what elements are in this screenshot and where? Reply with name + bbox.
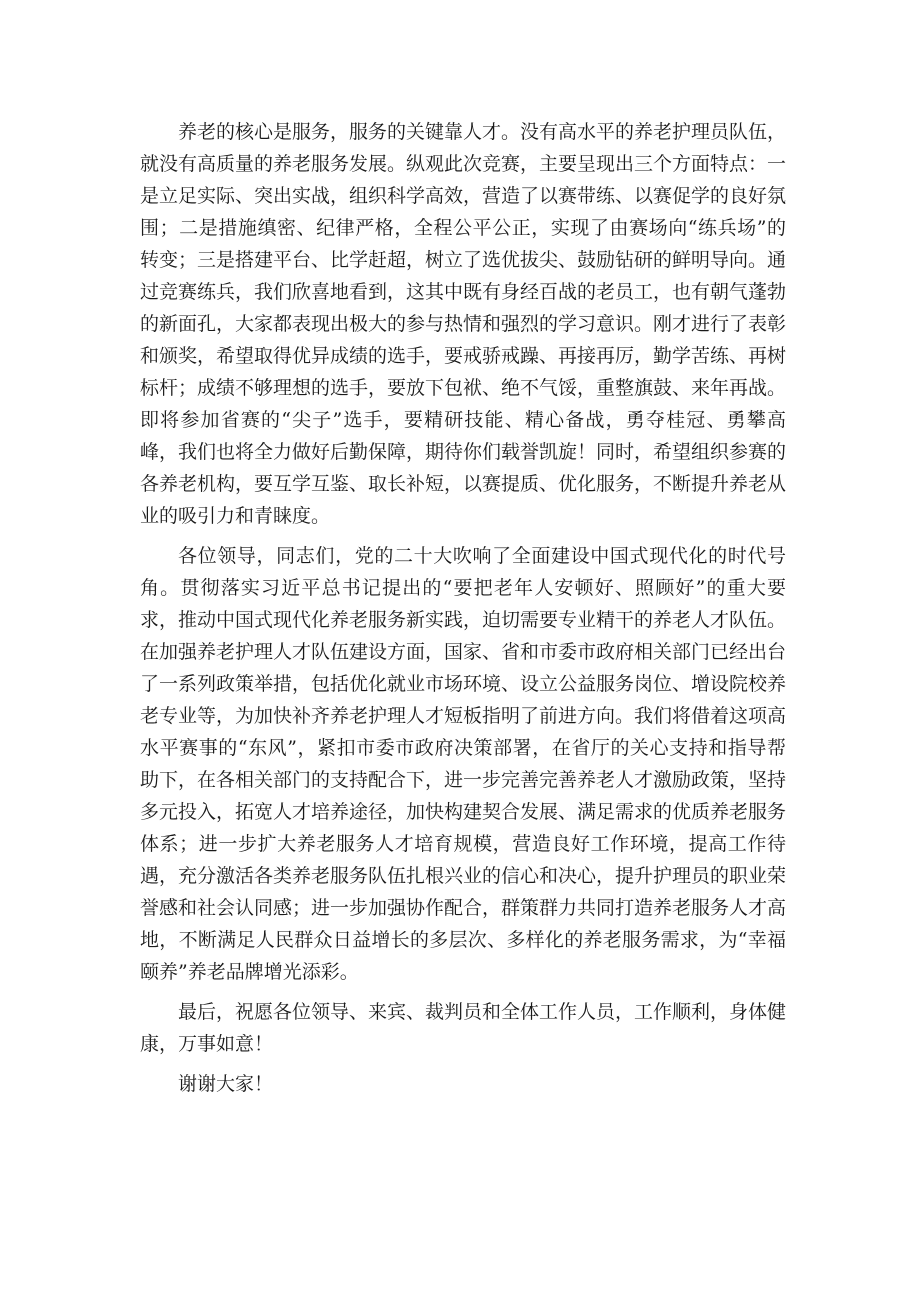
paragraph-closing-wishes: 最后，祝愿各位领导、来宾、裁判员和全体工作人员，工作顺利，身体健康，万事如意！ xyxy=(140,1001,787,1055)
document-body xyxy=(140,116,786,1108)
paragraph-talent-policy: 各位领导，同志们，党的二十大吹响了全面建设中国式现代化的时代号角。贯彻落实习近平总书记提出的“要把老年人安顿好、照顾好”的重大要求，推动中国式现代化养老服务新实践，迫切需要专业精干的养老人才队伍。在加强养老护理人才队伍建设方面，国家、省和市委市政府相关部门已经出台了一系列政策举措，包括优化就业市场环境、设立公益服务岗位、增设院校养老专业等，为加快补齐养老护理人才短板指明了前进方向。我们将借着这项高水平赛事的“东风”，紧扣市委市政府决策部署，在省厅的关心支持和指导帮助下，在各相关部门的支持配合下，进一步完善完善养老人才激励政策，坚持多元投入，拓宽人才培养途径，加快构建契合发展、满足需求的优质养老服务体系；进一步扩大养老服务人才培育规模，营造良好工作环境，提高工作待遇，充分激活各类养老服务队伍扎根兴业的信心和决心，提升护理员的职业荣誉感和社会认同感；进一步加强协作配合，群策群力共同打造养老服务人才高地，不断满足人民群众日益增长的多层次、多样化的养老服务需求，为“幸福颐养”养老品牌增光添彩。 xyxy=(140,545,787,983)
paragraph-thanks: 谢谢大家！ xyxy=(178,1073,274,1095)
paragraph-competition-summary: 养老的核心是服务，服务的关键靠人才。没有高水平的养老护理员队伍，就没有高质量的养老服务发展。纵观此次竞赛，主要呈现出三个方面特点：一是立足实际、突出实战，组织科学高效，营造了以赛带练、以赛促学的良好氛围；二是措施缜密、纪律严格，全程公平公正，实现了由赛场向“练兵场”的转变；三是搭建平台、比学赶超，树立了选优拔尖、鼓励钻研的鲜明导向。通过竞赛练兵，我们欣喜地看到，这其中既有身经百战的老员工，也有朝气蓬勃的新面孔，大家都表现出极大的参与热情和强烈的学习意识。刚才进行了表彰和颁奖，希望取得优异成绩的选手，要戒骄戒躁、再接再厉，勤学苦练、再树标杆；成绩不够理想的选手，要放下包袱、绝不气馁，重整旗鼓、来年再战。即将参加省赛的“尖子”选手，要精研技能、精心备战，勇夺桂冠、勇攀高峰，我们也将全力做好后勤保障，期待你们载誉凯旋！同时，希望组织参赛的各养老机构，要互学互鉴、取长补短，以赛提质、优化服务，不断提升养老从业的吸引力和青睐度。 xyxy=(140,121,787,527)
